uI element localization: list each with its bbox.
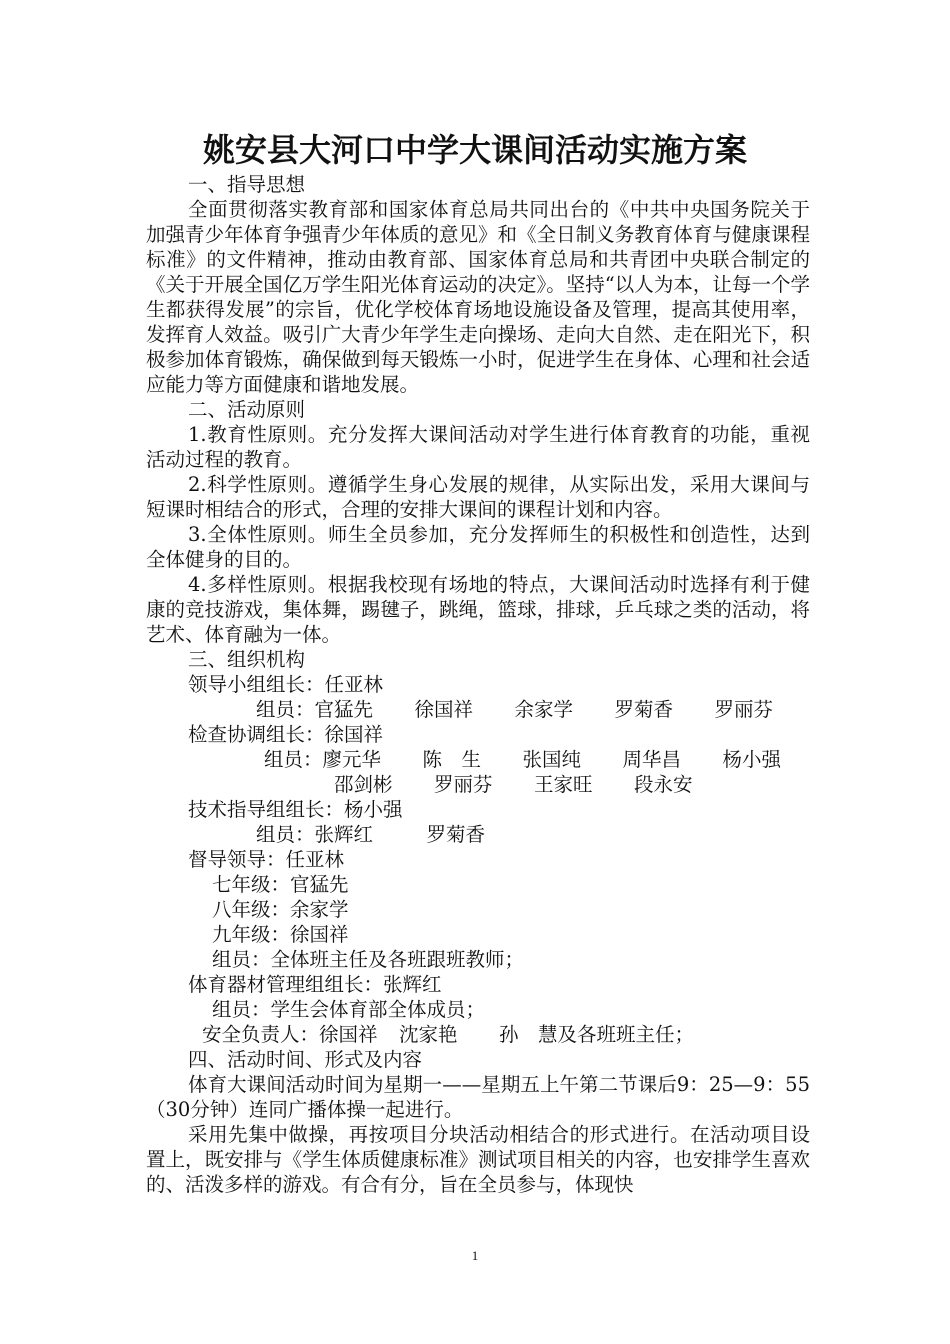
section-heading-3: 三、组织机构: [188, 648, 306, 671]
section-heading-2: 二、活动原则: [188, 398, 306, 421]
section-heading-1: 一、指导思想: [188, 173, 306, 196]
member-name: 廖元华: [322, 748, 382, 771]
member-name: 沈家艳: [399, 1023, 458, 1046]
check-group-members-row-1: [146, 747, 810, 772]
equipment-group-members: 组员：学生会体育部全体成员；: [212, 998, 486, 1021]
document-body: [146, 172, 810, 1197]
equipment-group-leader: 体育器材管理组组长：张辉红: [188, 973, 442, 996]
members-label: 组员：: [256, 823, 315, 846]
principle-4: 4.多样性原则。根据我校现有场地的特点，大课间活动时选择有利于健康的竞技游戏，集体舞，踢毽子，跳绳，篮球，排球，乒乓球之类的活动，将艺术、体育融为一体。: [146, 573, 810, 646]
supervisor-members: 组员：全体班主任及各班跟班教师；: [212, 948, 525, 971]
member-name: 罗丽芬: [714, 698, 774, 721]
activity-time-paragraph: 体育大课间活动时间为星期一——星期五上午第二节课后9：25—9：55（30分钟）连同广播体操一起进行。: [146, 1073, 810, 1121]
member-name: 罗丽芬: [434, 773, 493, 796]
members-label: 组员：: [264, 748, 323, 771]
document-title: 姚安县大河口中学大课间活动实施方案: [202, 131, 747, 169]
safety-label: 安全负责人：: [202, 1023, 320, 1046]
member-name: 周华昌: [622, 748, 682, 771]
principle-2: 2.科学性原则。遵循学生身心发展的规律，从实际出发，采用大课间与短课时相结合的形式，合理的安排大课间的课程计划和内容。: [146, 473, 810, 521]
lead-group-leader: 领导小组组长：任亚林: [188, 673, 384, 696]
grade-9-supervisor: 九年级：徐国祥: [212, 923, 349, 946]
member-name: 徐国祥: [319, 1023, 378, 1046]
member-name: 孙 慧及各班班主任；: [499, 1023, 695, 1046]
supervisor-leader: 督导领导：任亚林: [188, 848, 345, 871]
principle-3: 3.全体性原则。师生全员参加，充分发挥师生的积极性和创造性，达到全体健身的目的。: [146, 523, 810, 571]
member-name: 徐国祥: [414, 698, 474, 721]
member-name: 王家旺: [534, 773, 593, 796]
member-name: 杨小强: [722, 748, 782, 771]
grade-7-supervisor: 七年级：官猛先: [212, 873, 349, 896]
member-name: 张辉红: [314, 823, 374, 846]
principle-1: 1.教育性原则。充分发挥大课间活动对学生进行体育教育的功能，重视活动过程的教育。: [146, 423, 810, 471]
section-heading-4: 四、活动时间、形式及内容: [188, 1048, 423, 1071]
members-label: 组员：: [256, 698, 315, 721]
check-group-leader: 检查协调组长：徐国祥: [188, 723, 384, 746]
safety-officers: [146, 1022, 810, 1047]
page-number: 1: [471, 1248, 479, 1263]
lead-group-members: [146, 697, 810, 722]
tech-group-members: [146, 822, 810, 847]
member-name: 罗菊香: [426, 823, 486, 846]
member-name: 段永安: [634, 773, 693, 796]
member-name: 官猛先: [314, 698, 374, 721]
section-1-paragraph: 全面贯彻落实教育部和国家体育总局共同出台的《中共中央国务院关于加强青少年体育争强青少年体质的意见》和《全日制义务教育体育与健康课程标准》的文件精神，推动由教育部、国家体育总局和共青团中央联合制定的《关于开展全国亿万学生阳光体育运动的决定》。坚持“以人为本，让每一个学生都获得发展”的宗旨，优化学校体育场地设施设备及管理，提高其使用率，发挥育人效益。吸引广大青少年学生走向操场、走向大自然、走在阳光下，积极参加体育锻炼，确保做到每天锻炼一小时，促进学生在身体、心理和社会适应能力等方面健康和谐地发展。: [146, 198, 810, 396]
grade-8-supervisor: 八年级：余家学: [212, 898, 349, 921]
member-name: 余家学: [514, 698, 574, 721]
member-name: 邵剑彬: [334, 773, 393, 796]
activity-form-paragraph: 采用先集中做操，再按项目分块活动相结合的形式进行。在活动项目设置上，既安排与《学生体质健康标准》测试项目相关的内容，也安排学生喜欢的、活泼多样的游戏。有合有分，旨在全员参与，体现快: [146, 1123, 810, 1196]
tech-group-leader: 技术指导组组长：杨小强: [188, 798, 403, 821]
member-name: 罗菊香: [614, 698, 674, 721]
member-name: 陈 生: [422, 748, 482, 771]
member-name: 张国纯: [522, 748, 582, 771]
check-group-members-row-2: [146, 772, 810, 797]
